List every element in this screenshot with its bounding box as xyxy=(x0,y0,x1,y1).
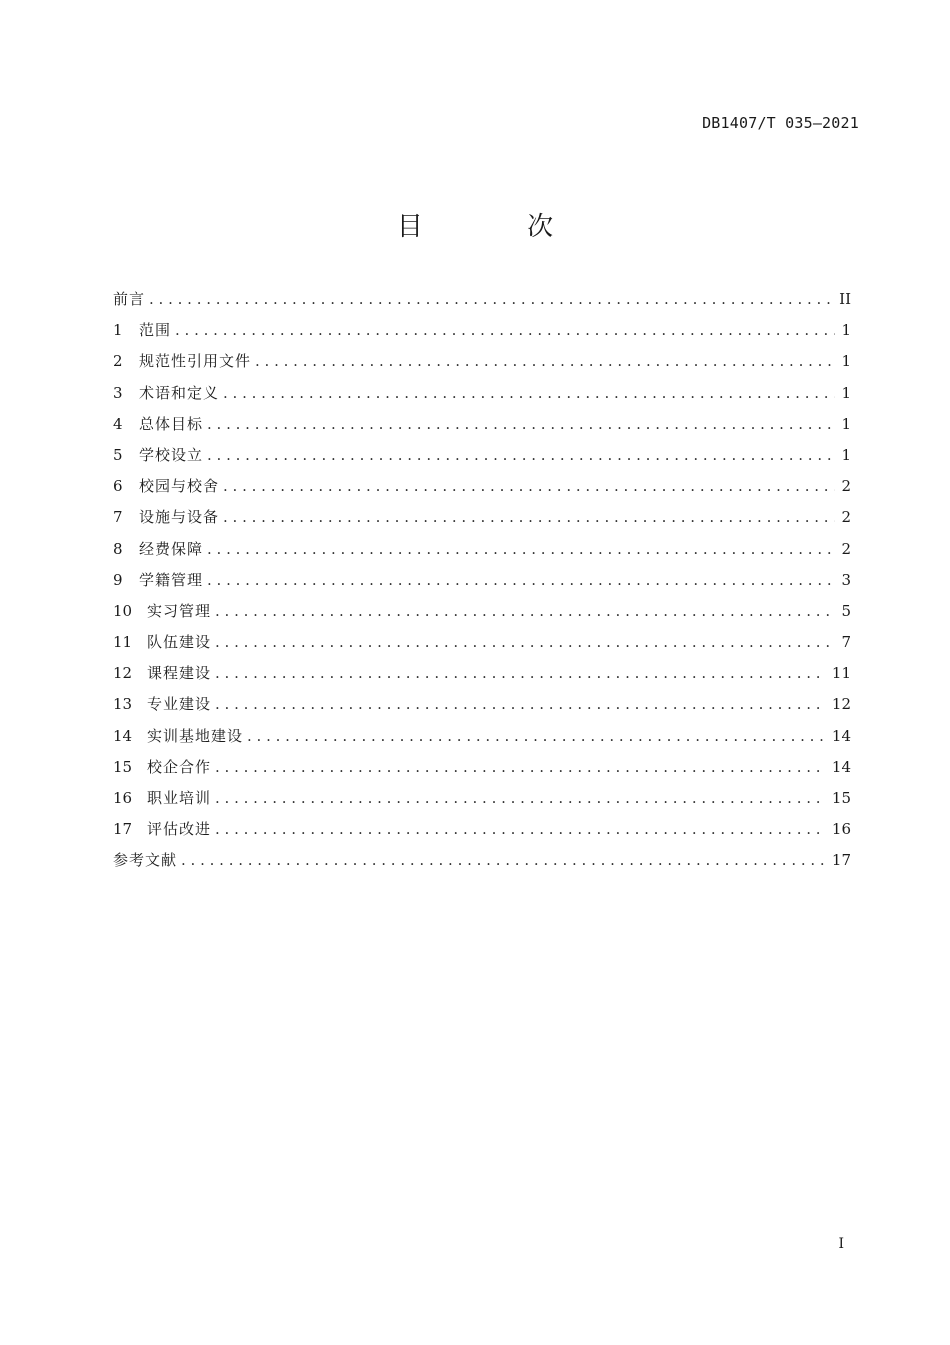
toc-entry-number: 15 xyxy=(113,757,133,776)
toc-entry-label: 设施与设备 xyxy=(139,508,220,527)
dot-leader xyxy=(215,627,835,658)
page-number: I xyxy=(838,1236,844,1252)
toc-entry-page: 16 xyxy=(831,820,851,839)
dot-leader xyxy=(149,284,833,315)
toc-entry-11[interactable] xyxy=(113,627,851,658)
toc-entry-label: 职业培训 xyxy=(147,789,212,807)
toc-entry-13[interactable] xyxy=(113,689,851,720)
toc-entry-label: 实习管理 xyxy=(147,601,212,620)
toc-entry-12[interactable] xyxy=(113,658,851,689)
toc-entry-7[interactable] xyxy=(113,502,851,533)
toc-entry-3[interactable] xyxy=(113,378,851,409)
toc-entry-page: 7 xyxy=(841,633,851,652)
dot-leader xyxy=(215,783,826,814)
toc-entry-15[interactable] xyxy=(113,752,851,783)
toc-entry-label: 课程建设 xyxy=(147,664,212,683)
dot-leader xyxy=(175,315,835,346)
toc-entry-label: 校企合作 xyxy=(147,757,212,776)
toc-list xyxy=(113,284,851,877)
toc-entry-number: 6 xyxy=(113,477,123,496)
toc-entry-page: 1 xyxy=(841,414,851,433)
toc-entry-label: 实训基地建设 xyxy=(147,726,244,745)
dot-leader xyxy=(207,440,835,471)
dot-leader xyxy=(215,689,826,720)
dot-leader xyxy=(223,502,835,533)
toc-entry-label: 学校设立 xyxy=(139,445,204,464)
toc-entry-label: 规范性引用文件 xyxy=(139,352,252,371)
toc-entry-page: 11 xyxy=(831,664,851,683)
dot-leader xyxy=(223,378,835,409)
toc-entry-number: 10 xyxy=(113,601,133,620)
toc-entry-2[interactable] xyxy=(113,346,851,377)
toc-entry-17[interactable] xyxy=(113,814,851,845)
toc-entry-page: 5 xyxy=(841,601,851,620)
toc-entry-label: 参考文献 xyxy=(113,851,178,870)
toc-entry-number: 16 xyxy=(113,789,133,807)
toc-entry-label: 范围 xyxy=(139,321,172,340)
toc-entry-label: 术语和定义 xyxy=(139,383,220,402)
toc-entry-number: 12 xyxy=(113,664,133,683)
toc-entry-number: 5 xyxy=(113,445,123,464)
toc-entry-page: 1 xyxy=(841,321,851,340)
toc-entry-page: 14 xyxy=(831,757,851,776)
dot-leader xyxy=(223,471,835,502)
toc-entry-page: 1 xyxy=(841,383,851,402)
dot-leader xyxy=(207,565,835,596)
toc-entry-number: 8 xyxy=(113,539,123,558)
toc-title: 目 次 xyxy=(396,212,602,242)
toc-entry-page: 3 xyxy=(841,570,851,589)
toc-entry-page: 2 xyxy=(841,539,851,558)
toc-entry-number: 13 xyxy=(113,695,133,714)
toc-entry-label: 评估改进 xyxy=(147,820,212,839)
dot-leader xyxy=(215,752,826,783)
toc-entry-page: 1 xyxy=(841,445,851,464)
toc-entry-label: 经费保障 xyxy=(139,539,204,558)
toc-entry-number: 11 xyxy=(113,633,133,652)
toc-entry-number: 7 xyxy=(113,508,123,527)
toc-entry-number: 4 xyxy=(113,414,123,433)
toc-entry-label: 校园与校舍 xyxy=(139,477,220,496)
toc-entry-number: 1 xyxy=(113,321,123,340)
toc-entry-number: 17 xyxy=(113,820,133,839)
toc-entry-10[interactable] xyxy=(113,596,851,627)
toc-entry-14[interactable] xyxy=(113,721,851,752)
toc-entry-number: 9 xyxy=(113,570,123,589)
dot-leader xyxy=(247,721,826,752)
toc-entry-label: 前言 xyxy=(113,290,146,308)
dot-leader xyxy=(215,596,835,627)
toc-entry-label: 总体目标 xyxy=(139,414,204,433)
toc-entry-page: 12 xyxy=(831,695,851,714)
toc-entry-references[interactable] xyxy=(113,845,851,876)
toc-entry-foreword[interactable] xyxy=(113,284,851,315)
toc-entry-16[interactable] xyxy=(113,783,851,814)
toc-entry-number: 14 xyxy=(113,726,133,745)
toc-entry-page: 2 xyxy=(841,477,851,496)
toc-entry-5[interactable] xyxy=(113,440,851,471)
toc-entry-page: 1 xyxy=(841,352,851,371)
dot-leader xyxy=(215,814,826,845)
toc-entry-4[interactable] xyxy=(113,409,851,440)
document-code: DB1407/T 035—2021 xyxy=(702,114,859,132)
toc-entry-label: 学籍管理 xyxy=(139,570,204,589)
dot-leader xyxy=(181,845,826,876)
dot-leader xyxy=(215,658,826,689)
toc-entry-label: 专业建设 xyxy=(147,695,212,714)
toc-entry-page: 15 xyxy=(831,789,851,807)
toc-entry-label: 队伍建设 xyxy=(147,633,212,652)
toc-entry-page: II xyxy=(839,290,851,308)
toc-entry-page: 17 xyxy=(831,851,851,870)
dot-leader xyxy=(255,346,835,377)
toc-entry-page: 2 xyxy=(841,508,851,527)
toc-entry-number: 3 xyxy=(113,383,123,402)
toc-entry-6[interactable] xyxy=(113,471,851,502)
toc-entry-page: 14 xyxy=(831,726,851,745)
dot-leader xyxy=(207,409,835,440)
toc-entry-1[interactable] xyxy=(113,315,851,346)
toc-entry-number: 2 xyxy=(113,352,123,371)
toc-entry-9[interactable] xyxy=(113,565,851,596)
dot-leader xyxy=(207,534,835,565)
toc-entry-8[interactable] xyxy=(113,534,851,565)
